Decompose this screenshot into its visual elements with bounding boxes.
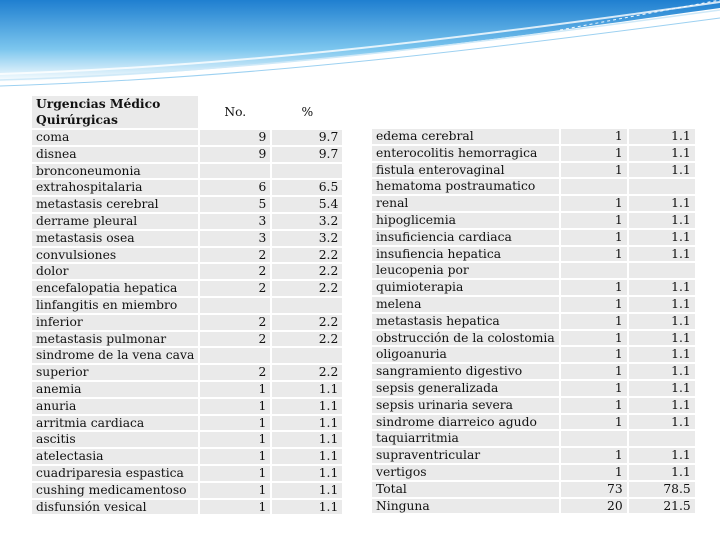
table-row xyxy=(372,247,695,262)
row-count: 3 xyxy=(200,231,270,246)
row-count: 1 xyxy=(561,364,627,379)
row-percent: 1.1 xyxy=(272,399,342,414)
table-row xyxy=(32,264,342,279)
row-percent: 1.1 xyxy=(629,163,695,178)
row-label: dolor xyxy=(32,264,198,279)
row-percent: 3.2 xyxy=(272,214,342,229)
row-percent: 2.2 xyxy=(272,264,342,279)
row-percent: 1.1 xyxy=(629,280,695,295)
row-label: metastasis osea xyxy=(32,231,198,246)
row-label: hipoglicemia xyxy=(372,213,559,228)
row-percent: 1.1 xyxy=(629,448,695,463)
table-row xyxy=(32,248,342,263)
table-title xyxy=(32,96,198,128)
row-percent: 1.1 xyxy=(272,483,342,498)
row-count: 1 xyxy=(200,500,270,515)
row-count: 1 xyxy=(561,247,627,262)
row-label: linfangitis en miembro xyxy=(32,298,198,313)
row-label: enterocolitis hemorragica xyxy=(372,146,559,161)
row-count: 2 xyxy=(200,281,270,296)
row-count: 1 xyxy=(561,213,627,228)
row-percent: 1.1 xyxy=(629,247,695,262)
row-label: ascitis xyxy=(32,432,198,447)
table-row xyxy=(372,448,695,463)
table-row xyxy=(372,499,695,514)
row-label: sepsis urinaria severa xyxy=(372,398,559,413)
row-label: insufiencia hepatica xyxy=(372,247,559,262)
table-row xyxy=(372,129,695,144)
table-row xyxy=(32,483,342,498)
row-label: metastasis cerebral xyxy=(32,197,198,212)
row-percent: 1.1 xyxy=(629,331,695,346)
table-row xyxy=(372,179,695,194)
row-label: disfunsión vesical xyxy=(32,500,198,515)
row-label: vertigos xyxy=(372,465,559,480)
row-label: sindrome de la vena cava xyxy=(32,348,198,363)
table-row xyxy=(32,281,342,296)
row-label: Total xyxy=(372,482,559,497)
row-label: cushing medicamentoso xyxy=(32,483,198,498)
table-row xyxy=(32,197,342,212)
row-label: arritmia cardiaca xyxy=(32,416,198,431)
row-count: 1 xyxy=(561,415,627,430)
table-row xyxy=(32,332,342,347)
row-percent: 1.1 xyxy=(629,347,695,362)
row-count: 1 xyxy=(561,163,627,178)
table-row xyxy=(32,164,342,179)
row-percent: 1.1 xyxy=(629,196,695,211)
row-percent: 5.4 xyxy=(272,197,342,212)
table-row xyxy=(32,130,342,145)
row-count xyxy=(200,298,270,313)
row-percent: 9.7 xyxy=(272,130,342,145)
row-count: 1 xyxy=(561,196,627,211)
row-label: encefalopatia hepatica xyxy=(32,281,198,296)
row-count: 2 xyxy=(200,264,270,279)
row-label: supraventricular xyxy=(372,448,559,463)
table-row xyxy=(32,466,342,481)
row-percent xyxy=(629,179,695,194)
row-percent: 6.5 xyxy=(272,180,342,195)
row-count: 1 xyxy=(561,381,627,396)
table-row xyxy=(32,399,342,414)
table-row xyxy=(372,230,695,245)
row-percent: 1.1 xyxy=(272,432,342,447)
row-percent: 2.2 xyxy=(272,365,342,380)
row-count xyxy=(200,164,270,179)
row-label: bronconeumonia xyxy=(32,164,198,179)
table-row xyxy=(372,431,695,446)
table-row xyxy=(372,398,695,413)
right-table xyxy=(370,127,697,515)
table-row xyxy=(372,213,695,228)
row-count: 6 xyxy=(200,180,270,195)
row-label: leucopenia por xyxy=(372,263,559,278)
row-percent: 78.5 xyxy=(629,482,695,497)
row-percent: 1.1 xyxy=(629,146,695,161)
row-label: renal xyxy=(372,196,559,211)
row-percent: 1.1 xyxy=(272,500,342,515)
row-label: convulsiones xyxy=(32,248,198,263)
row-count: 1 xyxy=(561,314,627,329)
row-count: 1 xyxy=(200,416,270,431)
row-count: 1 xyxy=(200,382,270,397)
row-percent: 3.2 xyxy=(272,231,342,246)
row-percent: 1.1 xyxy=(272,466,342,481)
table-row xyxy=(32,500,342,515)
row-label: sindrome diarreico agudo xyxy=(372,415,559,430)
row-percent: 1.1 xyxy=(629,398,695,413)
row-label: disnea xyxy=(32,147,198,162)
row-label: extrahospitalaria xyxy=(32,180,198,195)
table-title-line1: Urgencias Médico xyxy=(36,96,161,111)
table-row xyxy=(32,231,342,246)
table-row xyxy=(372,263,695,278)
row-count: 1 xyxy=(200,449,270,464)
row-percent: 1.1 xyxy=(629,465,695,480)
table-row xyxy=(372,280,695,295)
row-percent: 1.1 xyxy=(629,297,695,312)
table-row xyxy=(32,348,342,363)
row-label: melena xyxy=(372,297,559,312)
row-count: 1 xyxy=(561,347,627,362)
left-table xyxy=(30,94,344,516)
row-count: 1 xyxy=(561,146,627,161)
row-count: 5 xyxy=(200,197,270,212)
row-label: taquiarritmia xyxy=(372,431,559,446)
row-percent: 9.7 xyxy=(272,147,342,162)
row-count: 9 xyxy=(200,130,270,145)
table-row xyxy=(32,298,342,313)
row-count: 1 xyxy=(200,399,270,414)
row-label: metastasis hepatica xyxy=(372,314,559,329)
row-count: 2 xyxy=(200,365,270,380)
row-count: 3 xyxy=(200,214,270,229)
row-count: 2 xyxy=(200,315,270,330)
table-row xyxy=(372,347,695,362)
table-row xyxy=(32,382,342,397)
row-percent xyxy=(272,348,342,363)
row-percent: 1.1 xyxy=(272,416,342,431)
row-count: 1 xyxy=(561,331,627,346)
row-count xyxy=(561,263,627,278)
row-label: metastasis pulmonar xyxy=(32,332,198,347)
row-percent: 2.2 xyxy=(272,332,342,347)
row-label: obstrucción de la colostomia xyxy=(372,331,559,346)
table-row xyxy=(372,331,695,346)
row-percent: 2.2 xyxy=(272,315,342,330)
row-count xyxy=(561,431,627,446)
table-row xyxy=(32,147,342,162)
row-percent: 1.1 xyxy=(629,213,695,228)
row-count: 1 xyxy=(561,297,627,312)
table-row xyxy=(372,196,695,211)
row-percent: 1.1 xyxy=(272,449,342,464)
col-header-pct: % xyxy=(272,96,342,128)
row-label: superior xyxy=(32,365,198,380)
row-percent xyxy=(272,164,342,179)
row-count: 9 xyxy=(200,147,270,162)
table-row xyxy=(372,465,695,480)
table-row xyxy=(372,297,695,312)
row-label: coma xyxy=(32,130,198,145)
row-label: oligoanuria xyxy=(372,347,559,362)
row-percent xyxy=(629,431,695,446)
table-row xyxy=(372,364,695,379)
table-row xyxy=(32,365,342,380)
row-count: 1 xyxy=(561,230,627,245)
row-label: edema cerebral xyxy=(372,129,559,144)
row-count: 73 xyxy=(561,482,627,497)
table-row xyxy=(372,482,695,497)
row-count: 20 xyxy=(561,499,627,514)
row-label: insuficiencia cardiaca xyxy=(372,230,559,245)
table-row xyxy=(372,381,695,396)
table-title-line2: Quirúrgicas xyxy=(36,112,118,127)
row-label: quimioterapia xyxy=(372,280,559,295)
col-header-no: No. xyxy=(200,96,270,128)
row-label: sepsis generalizada xyxy=(372,381,559,396)
row-percent: 1.1 xyxy=(629,381,695,396)
table-row xyxy=(372,146,695,161)
table-row xyxy=(32,416,342,431)
row-count: 1 xyxy=(200,432,270,447)
table-row xyxy=(32,315,342,330)
row-label: derrame pleural xyxy=(32,214,198,229)
row-percent xyxy=(629,263,695,278)
row-count: 1 xyxy=(561,465,627,480)
row-percent: 2.2 xyxy=(272,248,342,263)
row-count: 2 xyxy=(200,248,270,263)
slide-header-decoration xyxy=(0,0,720,90)
row-percent xyxy=(272,298,342,313)
row-percent: 1.1 xyxy=(272,382,342,397)
table-row xyxy=(372,415,695,430)
row-percent: 1.1 xyxy=(629,314,695,329)
row-count: 1 xyxy=(561,398,627,413)
row-label: Ninguna xyxy=(372,499,559,514)
row-count: 1 xyxy=(200,466,270,481)
row-percent: 1.1 xyxy=(629,364,695,379)
table-row xyxy=(372,314,695,329)
row-percent: 2.2 xyxy=(272,281,342,296)
row-percent: 21.5 xyxy=(629,499,695,514)
row-count: 1 xyxy=(200,483,270,498)
row-percent: 1.1 xyxy=(629,129,695,144)
left-table-header xyxy=(32,96,342,128)
row-count xyxy=(561,179,627,194)
row-label: fistula enterovaginal xyxy=(372,163,559,178)
row-count: 1 xyxy=(561,280,627,295)
row-count: 1 xyxy=(561,448,627,463)
row-label: anuria xyxy=(32,399,198,414)
row-count: 1 xyxy=(561,129,627,144)
row-count xyxy=(200,348,270,363)
row-percent: 1.1 xyxy=(629,415,695,430)
table-row xyxy=(32,432,342,447)
table-row xyxy=(372,163,695,178)
row-label: cuadriparesia espastica xyxy=(32,466,198,481)
table-row xyxy=(32,449,342,464)
row-percent: 1.1 xyxy=(629,230,695,245)
row-label: anemia xyxy=(32,382,198,397)
table-row xyxy=(32,180,342,195)
table-row xyxy=(32,214,342,229)
row-label: atelectasia xyxy=(32,449,198,464)
row-label: inferior xyxy=(32,315,198,330)
row-label: hematoma postraumatico xyxy=(372,179,559,194)
row-label: sangramiento digestivo xyxy=(372,364,559,379)
row-count: 2 xyxy=(200,332,270,347)
